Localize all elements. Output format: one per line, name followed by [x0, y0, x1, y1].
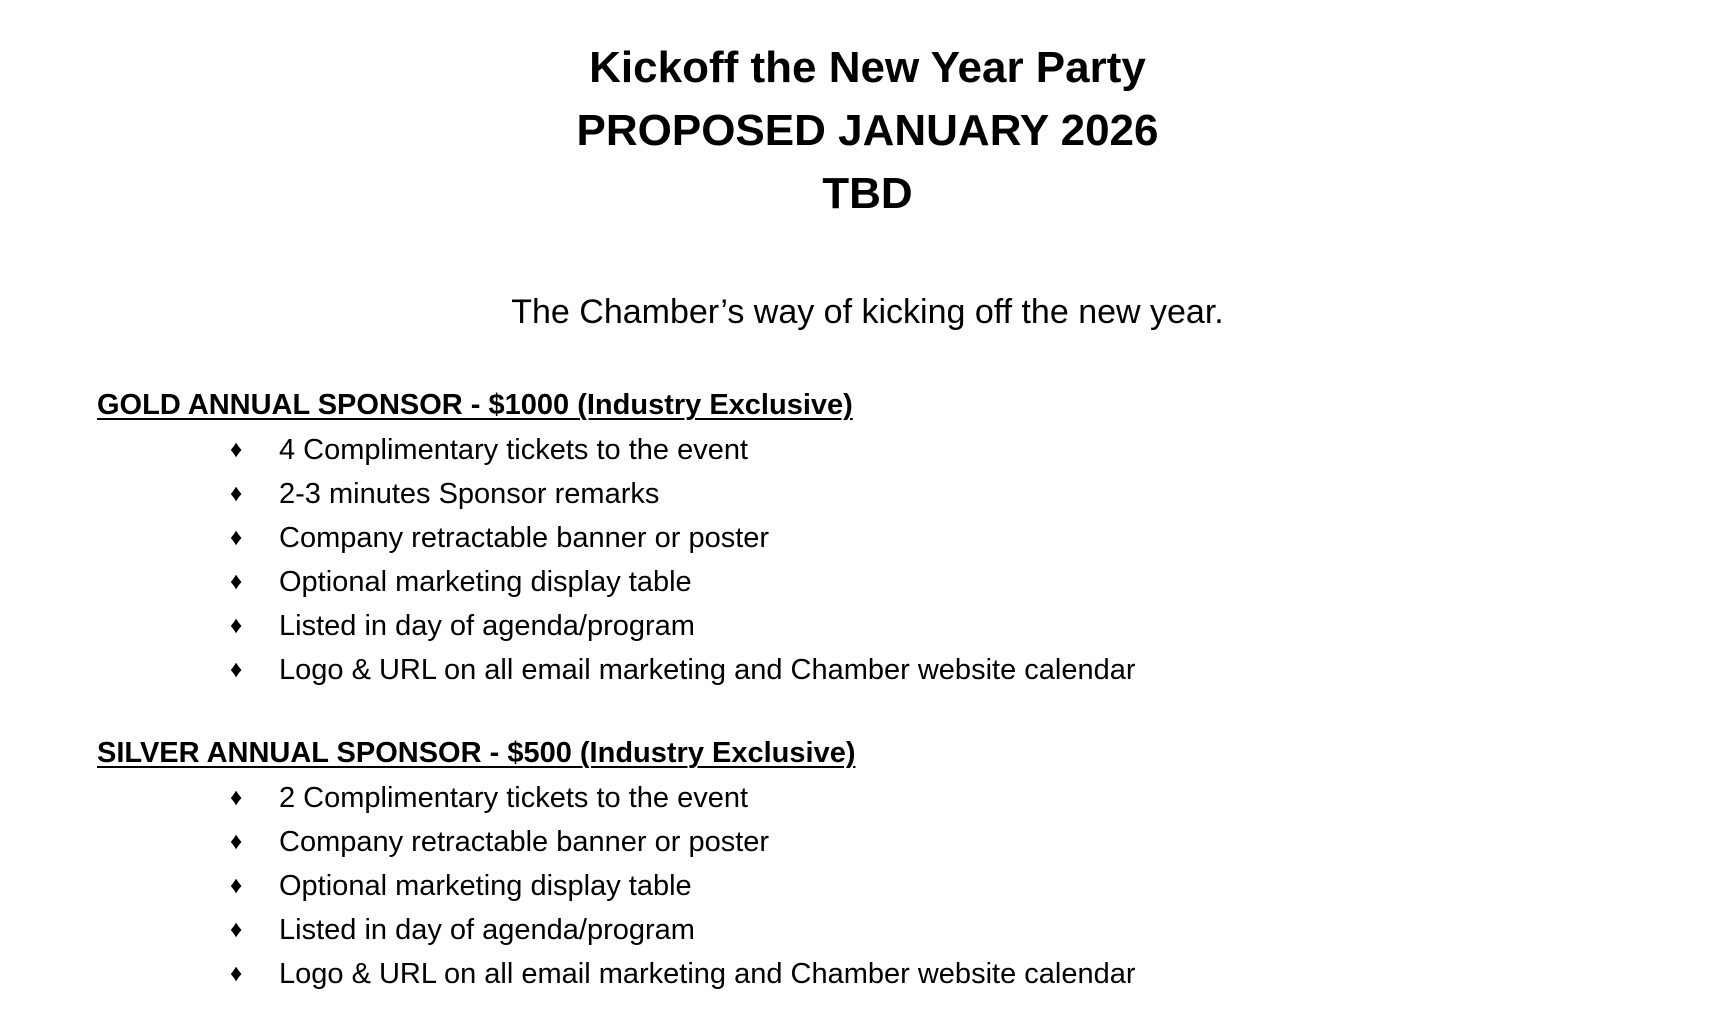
- event-date: PROPOSED JANUARY 2026: [576, 106, 1159, 155]
- document-header: [0, 36, 1735, 225]
- gold-sponsor-section: [97, 385, 1597, 692]
- event-tagline: The Chamber’s way of kicking off the new year.: [511, 293, 1224, 331]
- benefit-text: 4 Complimentary tickets to the event: [279, 434, 749, 466]
- diamond-bullet-icon: ♦: [230, 828, 243, 855]
- list-item: [97, 952, 1597, 996]
- benefit-text: 2 Complimentary tickets to the event: [279, 782, 749, 814]
- list-item: [97, 560, 1597, 604]
- list-item: [97, 516, 1597, 560]
- diamond-bullet-icon: ♦: [230, 784, 243, 811]
- diamond-bullet-icon: ♦: [230, 524, 243, 551]
- benefit-text: Company retractable banner or poster: [279, 826, 770, 858]
- list-item: [97, 864, 1597, 908]
- diamond-bullet-icon: ♦: [230, 612, 243, 639]
- diamond-bullet-icon: ♦: [230, 916, 243, 943]
- diamond-bullet-icon: ♦: [230, 960, 243, 987]
- benefits-list: [97, 776, 1597, 996]
- benefit-text: Listed in day of agenda/program: [279, 914, 695, 946]
- diamond-bullet-icon: ♦: [230, 480, 243, 507]
- section-heading: SILVER ANNUAL SPONSOR - $500 (Industry Exclusive): [97, 737, 856, 769]
- list-item: [97, 472, 1597, 516]
- event-location: TBD: [822, 169, 913, 218]
- benefit-text: Optional marketing display table: [279, 870, 692, 902]
- benefit-text: Optional marketing display table: [279, 566, 692, 598]
- diamond-bullet-icon: ♦: [230, 656, 243, 683]
- list-item: [97, 820, 1597, 864]
- benefit-text: Company retractable banner or poster: [279, 522, 770, 554]
- diamond-bullet-icon: ♦: [230, 872, 243, 899]
- list-item: [97, 908, 1597, 952]
- list-item: [97, 604, 1597, 648]
- list-item: [97, 428, 1597, 472]
- diamond-bullet-icon: ♦: [230, 568, 243, 595]
- benefit-text: Logo & URL on all email marketing and Chamber website calendar: [279, 654, 1136, 686]
- benefit-text: 2-3 minutes Sponsor remarks: [279, 478, 660, 510]
- event-title: Kickoff the New Year Party: [589, 43, 1146, 92]
- benefit-text: Logo & URL on all email marketing and Chamber website calendar: [279, 958, 1136, 990]
- list-item: [97, 648, 1597, 692]
- diamond-bullet-icon: ♦: [230, 436, 243, 463]
- benefits-list: [97, 428, 1597, 692]
- section-heading: GOLD ANNUAL SPONSOR - $1000 (Industry Exclusive): [97, 389, 853, 421]
- benefit-text: Listed in day of agenda/program: [279, 610, 695, 642]
- list-item: [97, 776, 1597, 820]
- silver-sponsor-section: [97, 733, 1597, 996]
